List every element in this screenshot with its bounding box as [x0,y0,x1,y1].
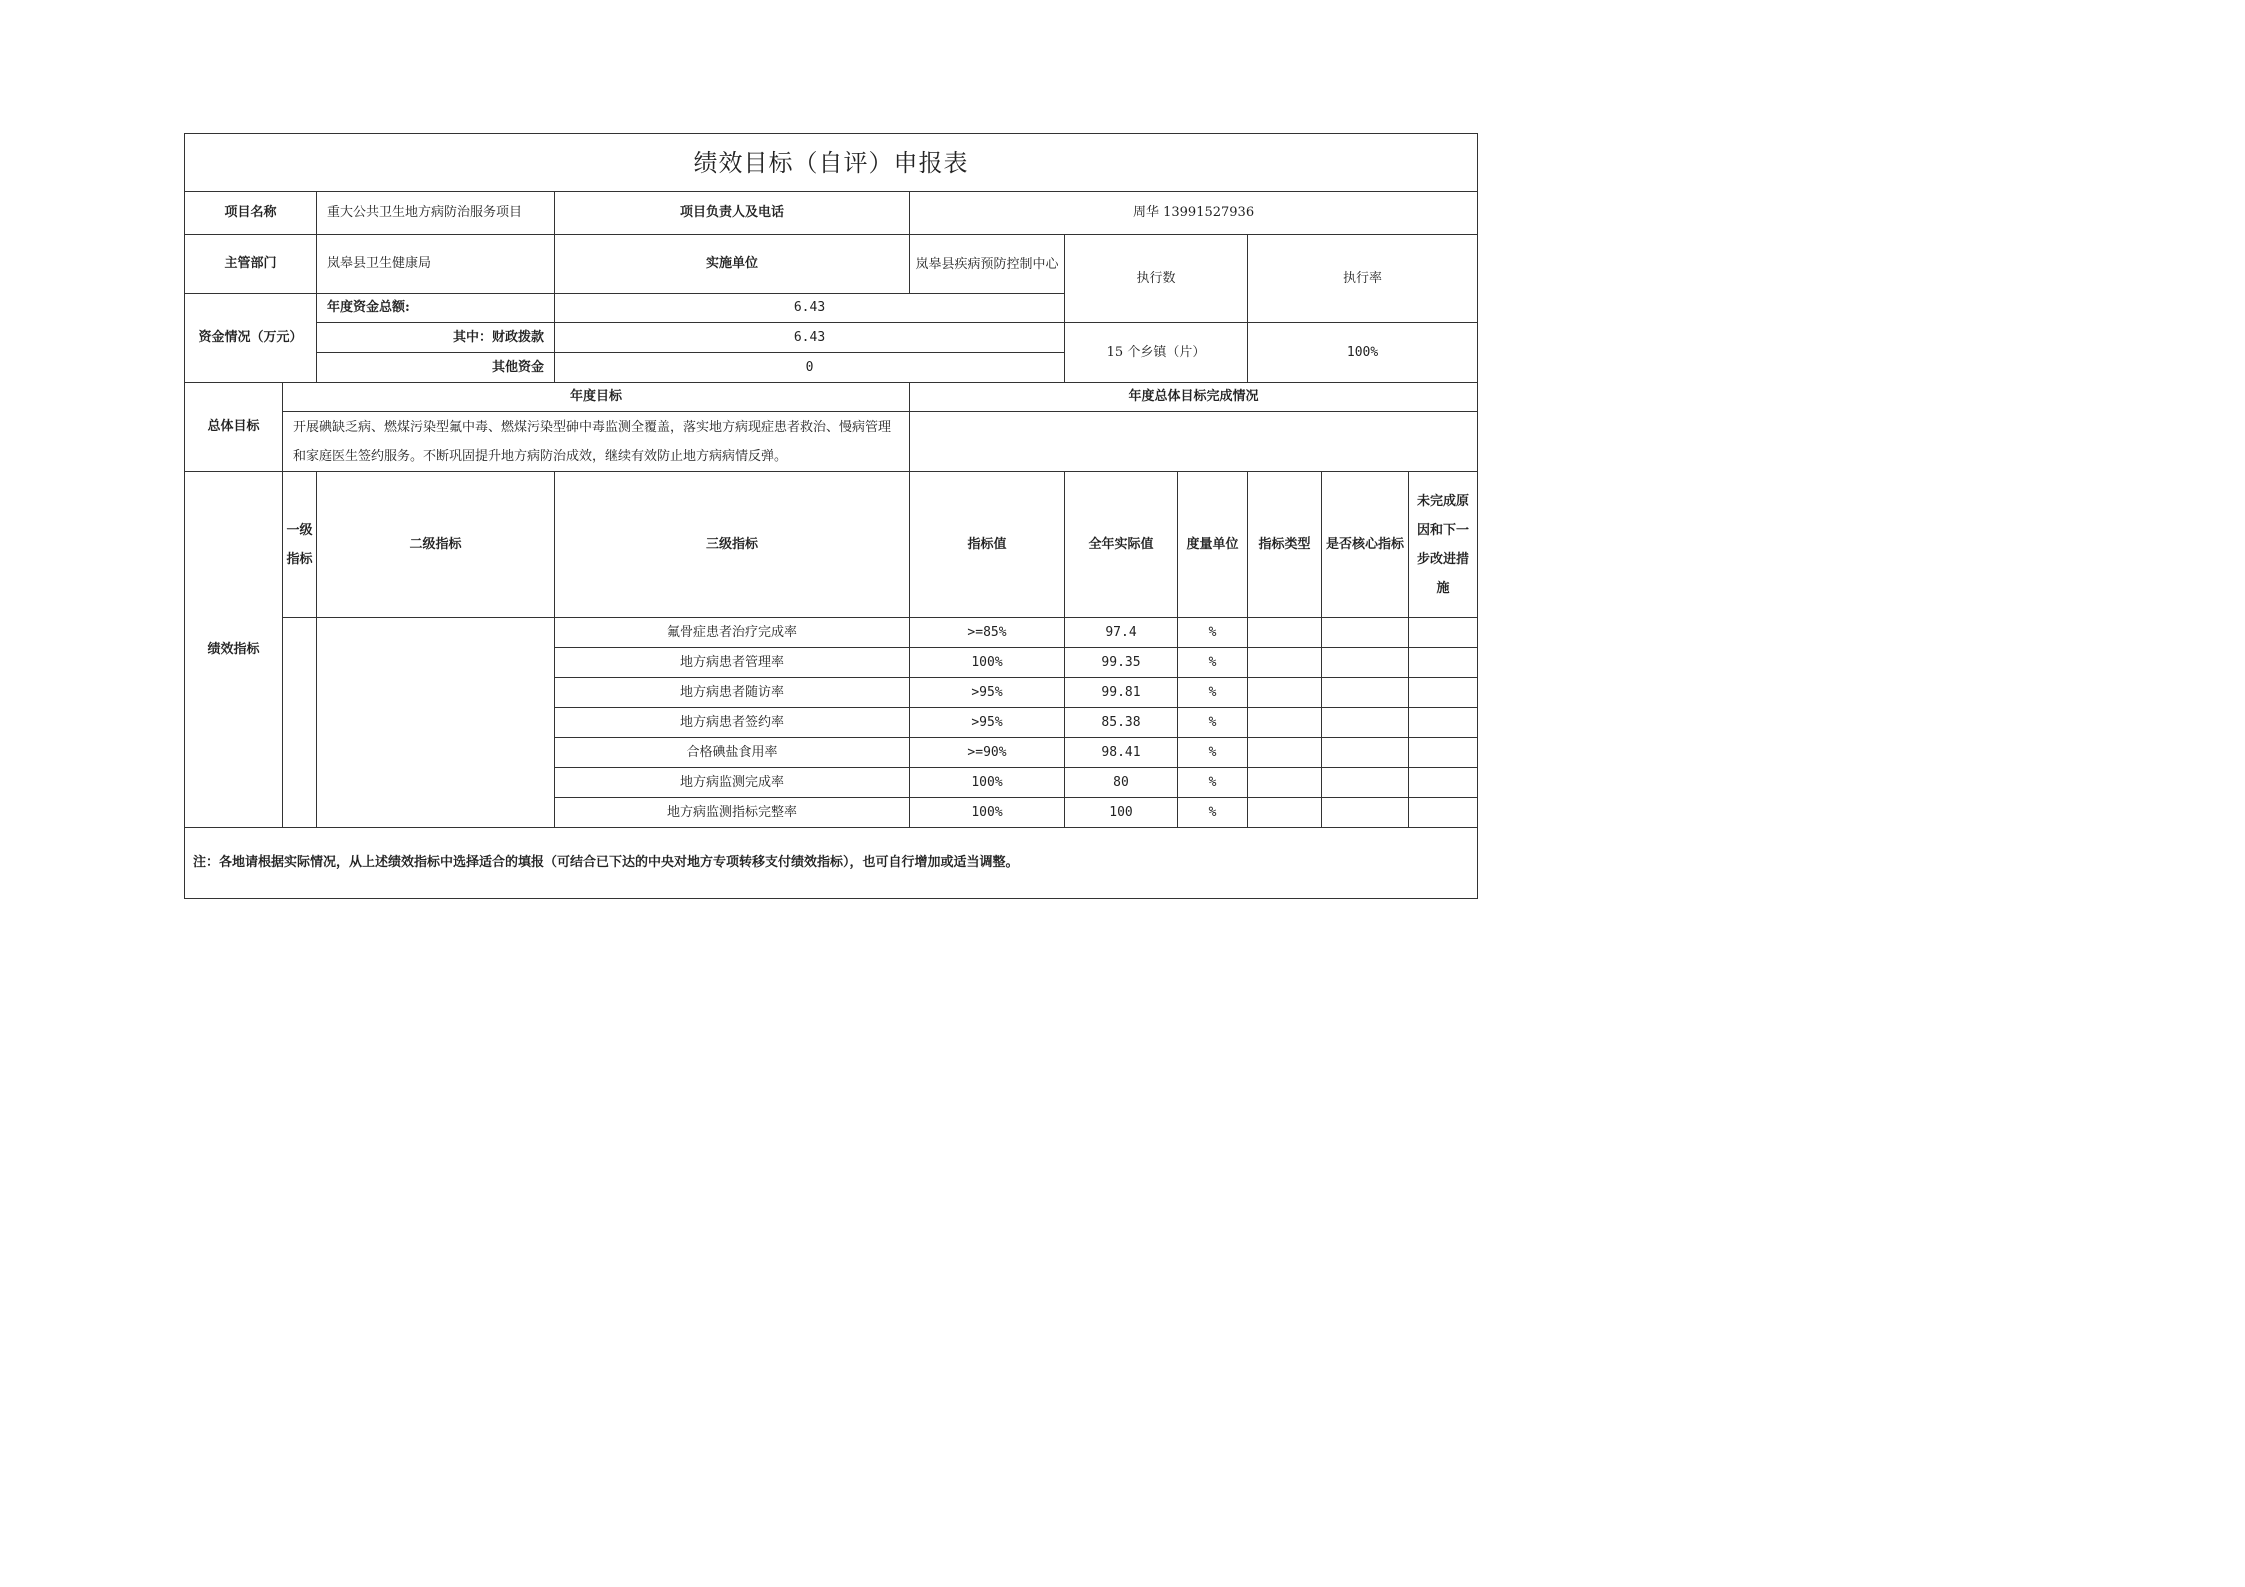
indicator-unit: % [1178,798,1248,828]
unit-header: 度量单位 [1178,472,1248,618]
indicator-reason [1409,648,1478,678]
indicator-type [1248,708,1322,738]
indicator-core [1322,708,1409,738]
annual-goal-text: 开展碘缺乏病、燃煤污染型氟中毒、燃煤污染型砷中毒监测全覆盖，落实地方病现症患者救治、慢病管理和家庭医生签约服务。不断巩固提升地方病防治成效，继续有效防止地方病病情反弹。 [283,412,910,472]
funds-other-label: 其他资金 [317,353,555,383]
indicator-name: 地方病监测完成率 [555,768,910,798]
footnote: 注：各地请根据实际情况，从上述绩效指标中选择适合的填报（可结合已下达的中央对地方专项转移支付绩效指标），也可自行增加或适当调整。 [185,828,1478,899]
core-header: 是否核心指标 [1322,472,1409,618]
exec-rate-value: 100% [1248,323,1478,383]
indicator-actual: 80 [1065,768,1178,798]
indicator-reason [1409,708,1478,738]
project-contact-label: 项目负责人及电话 [555,192,910,235]
indicator-name: 地方病患者随访率 [555,678,910,708]
indicator-unit: % [1178,618,1248,648]
indicator-actual: 97.4 [1065,618,1178,648]
reason-header: 未完成原因和下一步改进措施 [1409,472,1478,618]
indicator-core [1322,768,1409,798]
type-header: 指标类型 [1248,472,1322,618]
indicator-type [1248,738,1322,768]
indicator-unit: % [1178,678,1248,708]
indicator-name: 氟骨症患者治疗完成率 [555,618,910,648]
indicator-name: 地方病患者签约率 [555,708,910,738]
indicator-name: 地方病监测指标完整率 [555,798,910,828]
funds-total-label: 年度资金总额: [317,294,555,323]
project-contact-value: 周华 13991527936 [910,192,1478,235]
level2-header: 二级指标 [317,472,555,618]
indicator-reason [1409,738,1478,768]
indicator-target: >=85% [910,618,1065,648]
indicator-actual: 100 [1065,798,1178,828]
indicator-reason [1409,618,1478,648]
indicator-unit: % [1178,768,1248,798]
indicator-actual: 98.41 [1065,738,1178,768]
dept-value: 岚皋县卫生健康局 [317,235,555,294]
performance-form-table [184,133,1478,899]
funds-fiscal-value: 6.43 [555,323,1065,353]
target-header: 指标值 [910,472,1065,618]
indicator-type [1248,618,1322,648]
indicator-target: >95% [910,678,1065,708]
indicator-actual: 99.81 [1065,678,1178,708]
indicator-reason [1409,678,1478,708]
indicator-target: >=90% [910,738,1065,768]
indicator-target: >95% [910,708,1065,738]
indicator-target: 100% [910,798,1065,828]
level2-cell [317,618,555,828]
completion-header: 年度总体目标完成情况 [910,383,1478,412]
funds-total-value: 6.43 [555,294,1065,323]
indicator-core [1322,648,1409,678]
exec-rate-label: 执行率 [1248,235,1478,323]
indicator-target: 100% [910,648,1065,678]
level1-header: 一级指标 [283,472,317,618]
indicator-reason [1409,768,1478,798]
indicator-actual: 85.38 [1065,708,1178,738]
indicator-type [1248,648,1322,678]
project-name-label: 项目名称 [185,192,317,235]
level3-header: 三级指标 [555,472,910,618]
level1-cell [283,618,317,828]
dept-label: 主管部门 [185,235,317,294]
exec-num-value: 15 个乡镇（片） [1065,323,1248,383]
funds-other-value: 0 [555,353,1065,383]
indicator-unit: % [1178,738,1248,768]
indicator-core [1322,738,1409,768]
completion-text [910,412,1478,472]
indicator-unit: % [1178,648,1248,678]
indicator-name: 地方病患者管理率 [555,648,910,678]
indicator-unit: % [1178,708,1248,738]
indicators-label: 绩效指标 [185,472,283,828]
indicator-reason [1409,798,1478,828]
indicator-actual: 99.35 [1065,648,1178,678]
funds-fiscal-label: 其中：财政拨款 [317,323,555,353]
indicator-target: 100% [910,768,1065,798]
indicator-type [1248,768,1322,798]
annual-goal-header: 年度目标 [283,383,910,412]
indicator-core [1322,798,1409,828]
impl-unit-value: 岚皋县疾病预防控制中心 [910,235,1065,294]
overall-goal-label: 总体目标 [185,383,283,472]
project-name-value: 重大公共卫生地方病防治服务项目 [317,192,555,235]
indicator-name: 合格碘盐食用率 [555,738,910,768]
indicator-type [1248,798,1322,828]
funds-label: 资金情况（万元） [185,294,317,383]
indicator-core [1322,678,1409,708]
indicator-type [1248,678,1322,708]
exec-num-label: 执行数 [1065,235,1248,323]
actual-header: 全年实际值 [1065,472,1178,618]
form-title: 绩效目标（自评）申报表 [185,134,1478,192]
indicator-row [185,618,1478,648]
indicator-core [1322,618,1409,648]
impl-unit-label: 实施单位 [555,235,910,294]
